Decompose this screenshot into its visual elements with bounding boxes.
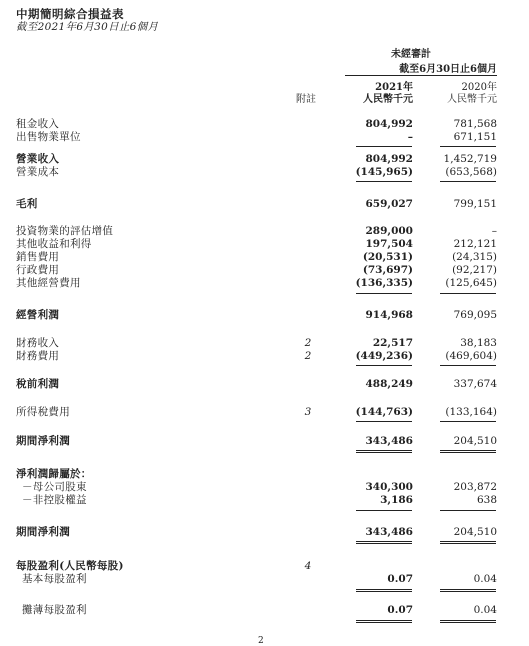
total-rule-2021-double — [356, 452, 412, 453]
total-rule-2021-double — [356, 591, 412, 592]
row-label: 財務收入 — [16, 337, 60, 349]
value-2021: (136,335) — [355, 277, 413, 289]
value-2021: 659,027 — [365, 198, 413, 210]
value-2020: (24,315) — [452, 251, 497, 263]
row-note: 4 — [304, 560, 312, 572]
value-2020: (125,645) — [445, 277, 497, 289]
value-2021: 0.07 — [387, 573, 413, 585]
row-label: 期間淨利潤 — [16, 435, 70, 447]
row-other-income — [0, 238, 529, 250]
value-2020: 204,510 — [453, 435, 497, 447]
row-attributable-header — [0, 468, 529, 480]
value-2021: 804,992 — [365, 118, 413, 130]
col-year-2020: 2020年 — [461, 82, 497, 93]
row-label: 其他收益和利得 — [16, 238, 92, 250]
row-note: 2 — [304, 337, 312, 349]
total-rule-2020 — [440, 620, 496, 621]
value-2021: 22,517 — [372, 337, 413, 349]
value-2020: (653,568) — [445, 166, 497, 178]
row-profit-before-tax — [0, 378, 529, 390]
total-rule-2021 — [356, 620, 412, 621]
value-2020: 1,452,719 — [443, 153, 497, 165]
row-gross-profit — [0, 198, 529, 210]
subtotal-rule-2021 — [356, 421, 412, 422]
value-2021: (20,531) — [362, 251, 413, 263]
value-2021: 804,992 — [365, 153, 413, 165]
total-rule-2020 — [440, 450, 496, 451]
total-rule-2020-double — [440, 591, 496, 592]
subtotal-rule-2020 — [440, 510, 496, 511]
total-rule-2020-double — [440, 622, 496, 623]
row-basic-eps — [0, 573, 529, 585]
total-rule-2021-double — [356, 622, 412, 623]
value-2021: 914,968 — [365, 309, 413, 321]
value-2020: 212,121 — [453, 238, 497, 250]
value-2020: 204,510 — [453, 526, 497, 538]
row-label: 出售物業單位 — [16, 131, 81, 143]
row-label: 攤薄每股盈利 — [22, 604, 87, 616]
value-2021: – — [407, 131, 413, 143]
row-label: －非控股權益 — [22, 494, 87, 506]
value-2021: 343,486 — [365, 435, 413, 447]
total-rule-2021-double — [356, 543, 412, 544]
row-cost-of-sales — [0, 166, 529, 178]
value-2020: 38,183 — [460, 337, 497, 349]
value-2021: (73,697) — [362, 264, 413, 276]
subtotal-rule-2021 — [356, 293, 412, 294]
row-selling-expenses — [0, 251, 529, 263]
row-label: 所得稅費用 — [16, 406, 70, 418]
value-2020: 203,872 — [453, 481, 497, 493]
row-operating-profit — [0, 309, 529, 321]
page-number: 2 — [258, 636, 264, 646]
col-period: 截至6月30日止6個月 — [399, 64, 497, 75]
total-rule-2020 — [440, 589, 496, 590]
subtotal-rule-2020 — [440, 293, 496, 294]
row-fair-value-gain — [0, 225, 529, 237]
value-2021: 343,486 — [365, 526, 413, 538]
subtotal-rule-2020 — [440, 146, 496, 147]
value-2021: 488,249 — [365, 378, 413, 390]
row-rental-income — [0, 118, 529, 130]
total-rule-2020-double — [440, 452, 496, 453]
row-revenue — [0, 153, 529, 165]
value-2021: 340,300 — [365, 481, 413, 493]
value-2021: 197,504 — [365, 238, 413, 250]
row-label: －母公司股東 — [22, 481, 87, 493]
subtotal-rule-2020 — [440, 421, 496, 422]
value-2020: – — [491, 225, 497, 237]
row-label: 淨利潤歸屬於： — [16, 468, 92, 480]
col-currency-2021: 人民幣千元 — [363, 94, 413, 105]
value-2020: (92,217) — [452, 264, 497, 276]
row-eps-header — [0, 560, 529, 572]
total-rule-2021 — [356, 450, 412, 451]
subtotal-rule-2021 — [356, 181, 412, 182]
value-2020: (133,164) — [445, 406, 497, 418]
row-finance-expenses — [0, 350, 529, 362]
value-2020: 0.04 — [473, 604, 497, 616]
row-non-controlling-interests — [0, 494, 529, 506]
row-note: 3 — [304, 406, 312, 418]
statement-period: 截至2021年6月30日止6個月 — [16, 21, 159, 33]
value-2020: 337,674 — [453, 378, 497, 390]
row-label: 租金收入 — [16, 118, 60, 130]
col-currency-2020: 人民幣千元 — [447, 94, 497, 105]
subtotal-rule-2021 — [356, 365, 412, 366]
subtotal-rule-2020 — [440, 181, 496, 182]
row-label: 毛利 — [16, 198, 38, 210]
value-2020: 781,568 — [453, 118, 497, 130]
row-note: 2 — [304, 350, 312, 362]
col-audit: 未經審計 — [391, 49, 431, 60]
header-rule — [345, 75, 497, 76]
col-note: 附註 — [296, 94, 316, 105]
total-rule-2021 — [356, 541, 412, 542]
row-label: 財務費用 — [16, 350, 60, 362]
value-2021: (145,965) — [355, 166, 413, 178]
subtotal-rule-2021 — [356, 510, 412, 511]
total-rule-2021 — [356, 589, 412, 590]
value-2020: (469,604) — [445, 350, 497, 362]
value-2021: (449,236) — [355, 350, 413, 362]
value-2020: 0.04 — [473, 573, 497, 585]
row-label: 銷售費用 — [16, 251, 60, 263]
row-net-profit-total — [0, 526, 529, 538]
row-label: 營業成本 — [16, 166, 60, 178]
subtotal-rule-2021 — [356, 146, 412, 147]
row-label: 行政費用 — [16, 264, 60, 276]
row-owners-of-parent — [0, 481, 529, 493]
value-2020: 638 — [476, 494, 497, 506]
row-label: 基本每股盈利 — [22, 573, 87, 585]
value-2020: 671,151 — [453, 131, 497, 143]
row-label: 每股盈利(人民幣每股) — [16, 560, 124, 572]
value-2021: 289,000 — [365, 225, 413, 237]
row-label: 經營利潤 — [16, 309, 60, 321]
col-year-2021: 2021年 — [375, 82, 413, 93]
row-other-operating-expenses — [0, 277, 529, 289]
value-2020: 769,095 — [453, 309, 497, 321]
row-finance-income — [0, 337, 529, 349]
total-rule-2020-double — [440, 543, 496, 544]
row-property-sales — [0, 131, 529, 143]
row-admin-expenses — [0, 264, 529, 276]
statement-title: 中期簡明綜合損益表 — [16, 7, 124, 21]
row-diluted-eps — [0, 604, 529, 616]
value-2021: 3,186 — [380, 494, 413, 506]
total-rule-2020 — [440, 541, 496, 542]
row-label: 投資物業的評估增值 — [16, 225, 114, 237]
row-label: 營業收入 — [16, 153, 60, 165]
row-label: 期間淨利潤 — [16, 526, 70, 538]
row-income-tax — [0, 406, 529, 418]
row-net-profit — [0, 435, 529, 447]
subtotal-rule-2020 — [440, 365, 496, 366]
value-2021: (144,763) — [355, 406, 413, 418]
row-label: 稅前利潤 — [16, 378, 60, 390]
value-2020: 799,151 — [453, 198, 497, 210]
row-label: 其他經營費用 — [16, 277, 81, 289]
value-2021: 0.07 — [387, 604, 413, 616]
